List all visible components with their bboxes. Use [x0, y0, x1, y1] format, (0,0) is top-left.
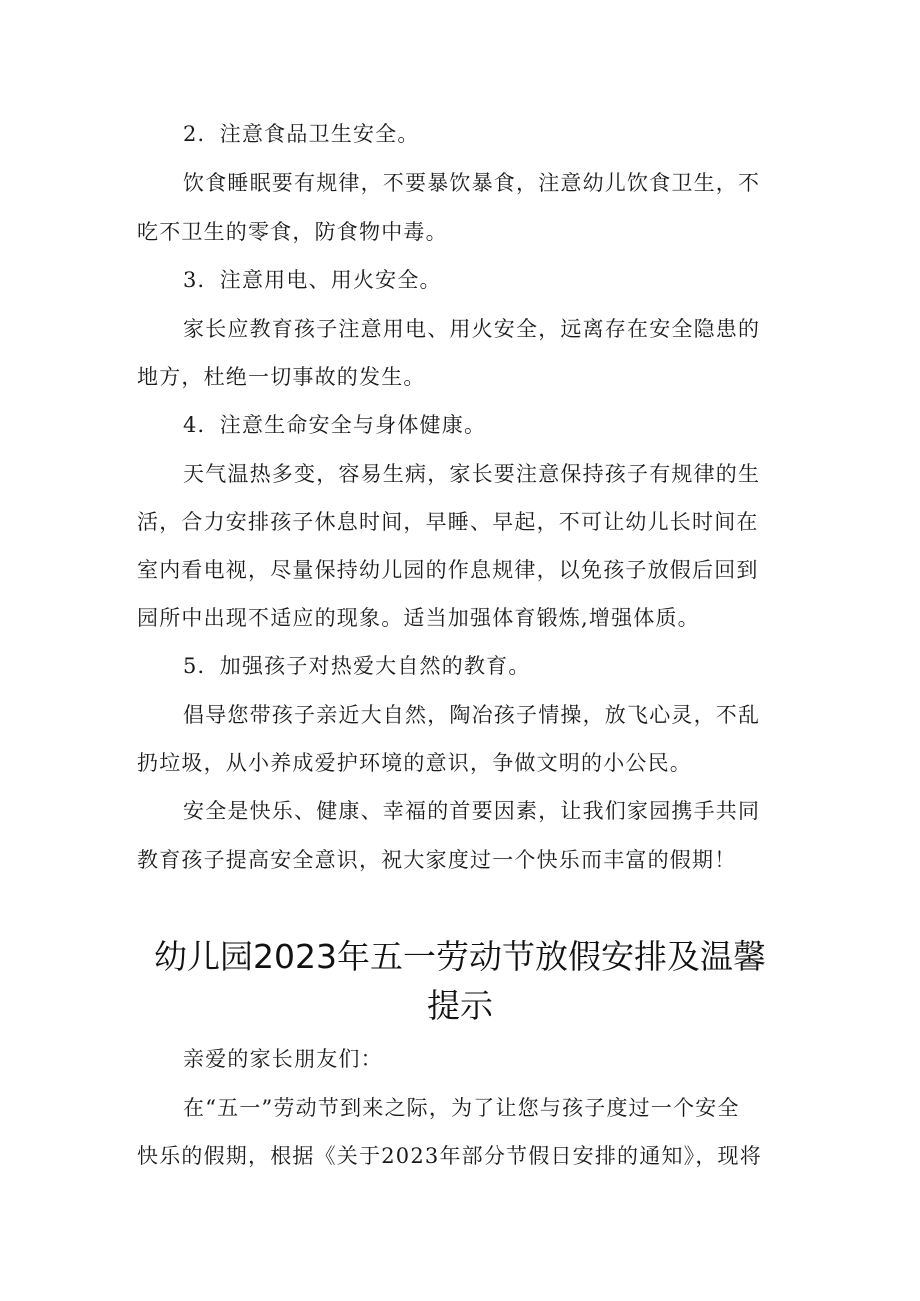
section-2-body-line-2: 吃不卫生的零食，防食物中毒。	[137, 220, 448, 244]
section-2-body-line-1: 饮食睡眠要有规律，不要暴饮暴食，注意幼儿饮食卫生，不	[183, 171, 761, 195]
notice-body-line-2: 快乐的假期，根据《关于2023年部分节假日安排的通知》，现将	[137, 1144, 762, 1168]
section-3-body-line-2: 地方，杜绝一切事故的发生。	[137, 365, 426, 389]
section-4-body-line-1: 天气温热多变，容易生病，家长要注意保持孩子有规律的生	[183, 462, 761, 486]
section-4-body-line-4: 园所中出现不适应的现象。适当加强体育锻炼,增强体质。	[137, 606, 700, 630]
section-2-heading: 2．注意食品卫生安全。	[183, 122, 420, 146]
closing-line-2: 教育孩子提高安全意识，祝大家度过一个快乐而丰富的假期！	[137, 848, 737, 872]
closing-line-1: 安全是快乐、健康、幸福的首要因素，让我们家园携手共同	[183, 799, 761, 823]
section-4-heading: 4．注意生命安全与身体健康。	[183, 413, 487, 437]
notice-title-line-1: 幼儿园2023年五一劳动节放假安排及温馨	[154, 937, 766, 976]
section-5-body-line-1: 倡导您带孩子亲近大自然，陶冶孩子情操，放飞心灵，不乱	[183, 703, 761, 727]
section-3-body-line-1: 家长应教育孩子注意用电、用火安全，远离存在安全隐患的	[183, 317, 761, 341]
notice-title-line-2: 提示	[427, 986, 493, 1025]
notice-greeting: 亲爱的家长朋友们：	[183, 1047, 383, 1071]
section-5-heading: 5．加强孩子对热爱大自然的教育。	[183, 654, 531, 678]
notice-body-line-1: 在“五一”劳动节到来之际，为了让您与孩子度过一个安全	[183, 1096, 740, 1120]
section-4-body-line-3: 室内看电视，尽量保持幼儿园的作息规律，以免孩子放假后回到	[137, 558, 759, 582]
section-3-heading: 3．注意用电、用火安全。	[183, 268, 442, 292]
section-4-body-line-2: 活，合力安排孩子休息时间，早睡、早起，不可让幼儿长时间在	[137, 510, 759, 534]
section-5-body-line-2: 扔垃圾，从小养成爱护环境的意识，争做文明的小公民。	[137, 751, 692, 775]
